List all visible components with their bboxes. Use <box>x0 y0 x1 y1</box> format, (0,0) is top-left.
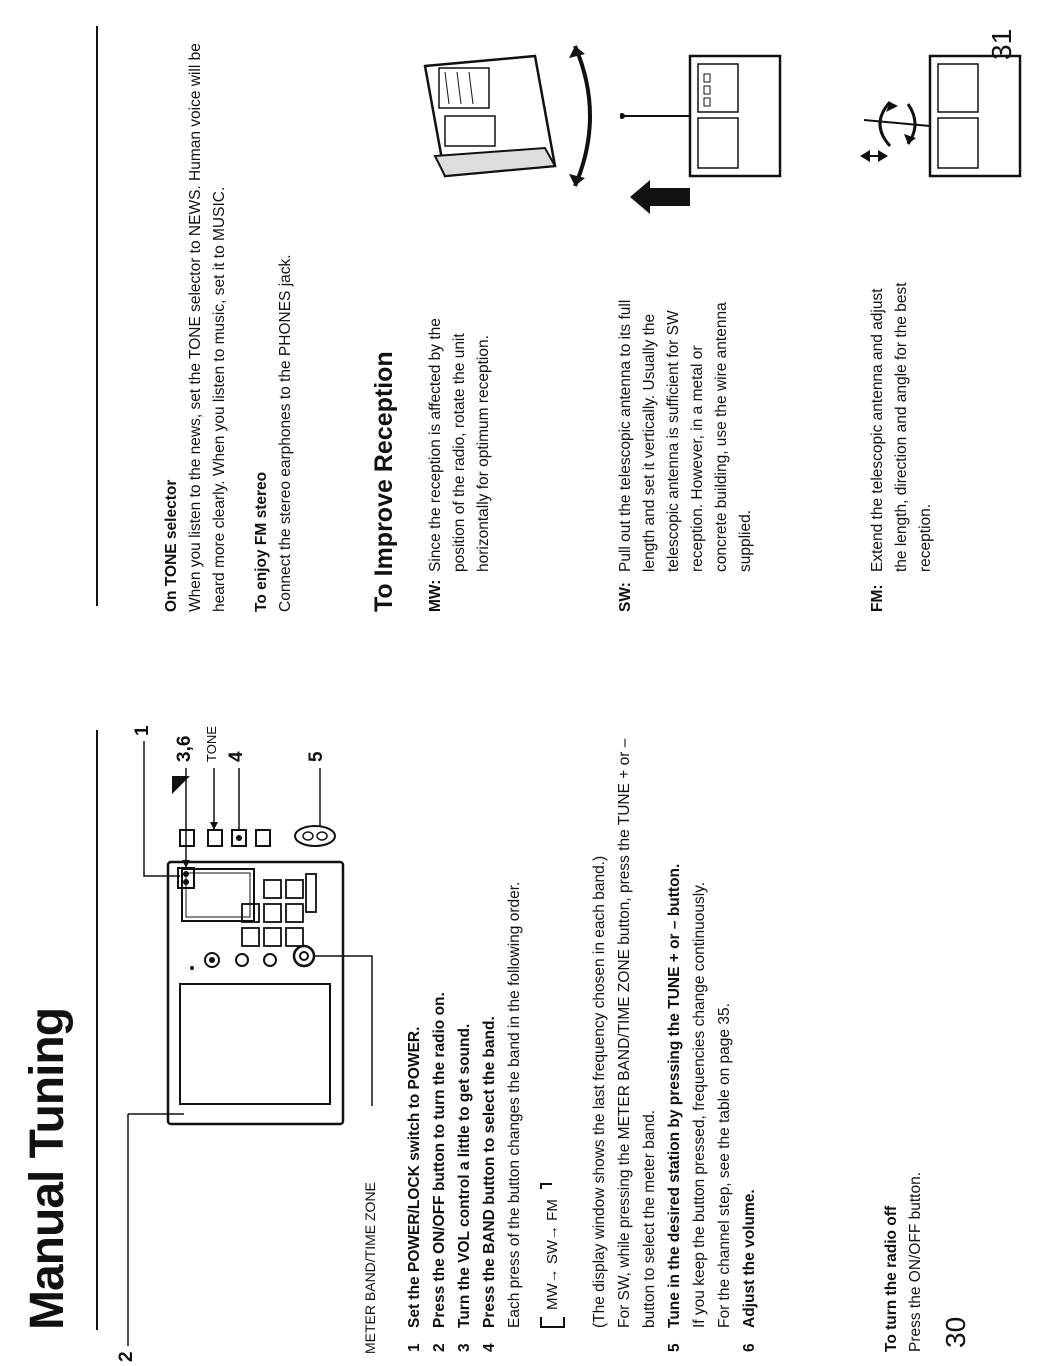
page-title: Manual Tuning <box>21 1007 74 1330</box>
fm-stereo-heading: To enjoy FM stereo <box>253 471 270 612</box>
title-rule <box>96 730 98 1330</box>
reception-heading: To Improve Reception <box>370 351 398 612</box>
step-2: 2 Press the ON/OFF button to turn the radio on. <box>431 992 448 1352</box>
radio-front-diagram <box>120 706 390 1366</box>
callout-2: 2 <box>116 1351 137 1362</box>
step-3: 3 Turn the VOL control a little to get sound. <box>456 1023 473 1352</box>
step-5-detail-1: If you keep the button pressed, frequencies change continuously. <box>691 881 708 1328</box>
callout-meter-band: METER BAND/TIME ZONE <box>362 1182 378 1354</box>
right-top-rule <box>96 26 98 606</box>
step-6: 6 Adjust the volume. <box>741 1189 758 1352</box>
callout-4: 4 <box>226 751 247 762</box>
sw-antenna-illustration <box>620 16 850 216</box>
fm-stereo-text: Connect the stereo earphones to the PHONES jack. <box>277 254 294 612</box>
tone-section <box>160 12 298 612</box>
mw-text: Since the reception is affected by the position of the radio, rotate the unit horizontally for optimum reception. <box>427 318 492 572</box>
steps-list <box>402 712 762 1352</box>
tone-heading: On TONE selector <box>163 479 180 612</box>
step-1: 1 Set the POWER/LOCK switch to POWER. <box>406 1026 423 1352</box>
page-number-left: 30 <box>940 1316 971 1348</box>
sw-reception <box>614 282 758 612</box>
sw-label: SW: <box>617 582 634 612</box>
step-4-detail: Each press of the button changes the band in the following order. <box>506 881 523 1328</box>
mw-rotate-illustration <box>415 16 605 216</box>
mw-label: MW: <box>427 579 444 612</box>
mw-reception <box>424 282 496 612</box>
page-number-right: 31 <box>986 28 1017 60</box>
fm-text: Extend the telescopic antenna and adjust the length, direction and angle for the best reception. <box>869 282 934 572</box>
step-4: 4 Press the BAND button to select the band. <box>481 1016 498 1352</box>
tone-text: When you listen to the news, set the TONE selector to NEWS. Human voice will be heard more clearly. When you listen to music, set it to MUSIC. <box>187 43 228 612</box>
fm-reception <box>866 282 938 612</box>
callout-tone: TONE <box>204 726 219 762</box>
sw-meter-note: For SW, while pressing the METER BAND/TIME ZONE button, press the TUNE + or – button to select the meter band. <box>616 738 658 1328</box>
band-order-flow <box>531 712 573 1352</box>
callout-1: 1 <box>132 725 153 736</box>
turn-off-heading: To turn the radio off <box>883 1205 900 1352</box>
sw-text: Pull out the telescopic antenna to its full length and set it vertically. Usually the telescopic antenna is sufficient for SW reception. However, in a metal or concrete building, use the wire antenna supplied. <box>617 299 754 572</box>
band-order-text: MW→ SW→ FM <box>536 1189 569 1328</box>
display-note: (The display window shows the last frequency chosen in each band.) <box>591 855 608 1328</box>
callout-5: 5 <box>306 751 327 762</box>
callout-3-6: 3,6 <box>174 735 195 762</box>
fm-label: FM: <box>869 584 886 612</box>
turn-off-text: Press the ON/OFF button. <box>907 1171 924 1352</box>
step-5-detail-2: For the channel step, see the table on page 35. <box>716 1003 733 1328</box>
step-5: 5 Tune in the desired station by pressing the TUNE + or – button. <box>666 863 683 1352</box>
